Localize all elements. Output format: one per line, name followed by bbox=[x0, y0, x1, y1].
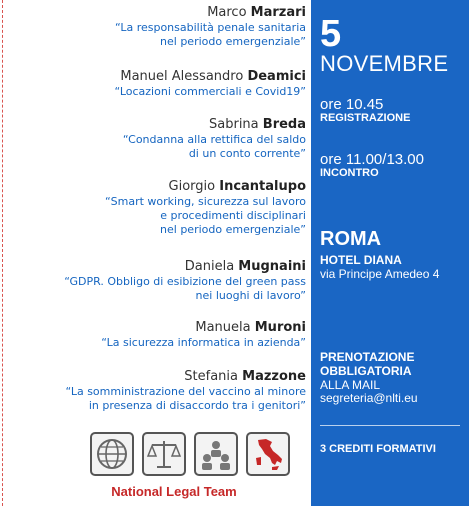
speaker-item bbox=[6, 69, 306, 99]
speaker-name: Daniela Mugnaini bbox=[184, 259, 306, 274]
booking-email[interactable]: segreteria@nlti.eu bbox=[320, 391, 418, 405]
speaker-name: Manuela Muroni bbox=[195, 320, 306, 335]
booking-title-line1: PRENOTAZIONE bbox=[320, 350, 415, 364]
panel-divider bbox=[320, 425, 460, 426]
speaker-name: Stefania Mazzone bbox=[184, 369, 306, 384]
speaker-item bbox=[6, 5, 306, 49]
italy-map-icon bbox=[246, 432, 290, 476]
credits-label: 3 CREDITI FORMATIVI bbox=[320, 443, 436, 455]
meeting-time: ore 11.00/13.00 bbox=[320, 151, 424, 168]
globe-icon bbox=[90, 432, 134, 476]
speaker-talk: “La sicurezza informatica in azienda” bbox=[101, 336, 306, 349]
speaker-talk: “Condanna alla rettifica del saldo di un conto corrente” bbox=[122, 133, 306, 160]
speaker-name: Manuel Alessandro Deamici bbox=[120, 69, 306, 84]
registration-time: ore 10.45 bbox=[320, 96, 384, 113]
speaker-item bbox=[6, 179, 306, 237]
speaker-name: Marco Marzari bbox=[207, 5, 306, 20]
speaker-talk: “Smart working, sicurezza sul lavoro e procedimenti disciplinari nel periodo emergenziale” bbox=[104, 195, 306, 236]
speaker-name: Sabrina Breda bbox=[209, 117, 306, 132]
speaker-name: Giorgio Incantalupo bbox=[168, 179, 306, 194]
speaker-item bbox=[6, 320, 306, 350]
speaker-talk: “GDPR. Obbligo di esibizione del green pass nei luoghi di lavoro” bbox=[64, 275, 306, 302]
national-legal-team-logo bbox=[90, 432, 300, 506]
speaker-talk: “La responsabilità penale sanitaria nel periodo emergenziale” bbox=[114, 21, 306, 48]
event-address: via Principe Amedeo 4 bbox=[320, 267, 440, 281]
booking-title-line2: OBBLIGATORIA bbox=[320, 364, 412, 378]
meeting-label: INCONTRO bbox=[320, 167, 379, 179]
speaker-item bbox=[6, 369, 306, 413]
event-city: ROMA bbox=[320, 228, 382, 250]
event-info-panel bbox=[311, 0, 469, 506]
booking-mail-label: ALLA MAIL bbox=[320, 378, 381, 392]
event-day: 5 bbox=[320, 13, 342, 55]
speaker-talk: “La somministrazione del vaccino al minore in presenza di disaccordo tra i genitori” bbox=[65, 385, 306, 412]
registration-label: REGISTRAZIONE bbox=[320, 112, 411, 124]
speaker-item bbox=[6, 117, 306, 161]
speaker-item bbox=[6, 259, 306, 303]
logo-caption: National Legal Team bbox=[111, 484, 237, 499]
people-icon bbox=[194, 432, 238, 476]
left-dashed-border bbox=[2, 0, 3, 506]
event-venue: HOTEL DIANA bbox=[320, 253, 402, 267]
speaker-talk: “Locazioni commerciali e Covid19” bbox=[114, 85, 306, 98]
event-month: NOVEMBRE bbox=[320, 51, 449, 76]
scales-icon bbox=[142, 432, 186, 476]
